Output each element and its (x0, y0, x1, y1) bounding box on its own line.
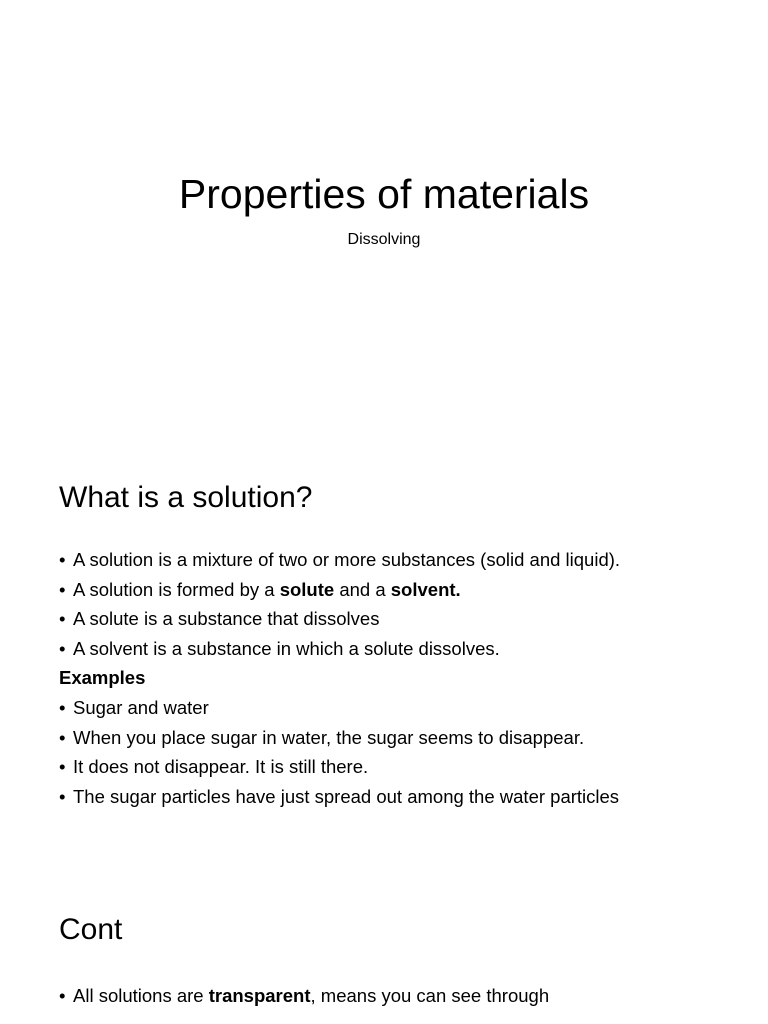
section-heading-cont: Cont (59, 913, 123, 946)
list-item-text: A solvent is a substance in which a solute dissolves. (73, 637, 500, 659)
bullet-dot: • (59, 608, 66, 630)
bullet-dot: • (59, 985, 66, 1006)
bullet-dot: • (59, 785, 66, 807)
examples-label: Examples (59, 667, 146, 689)
list-item (59, 545, 749, 575)
bullet-dot: • (59, 549, 66, 570)
slide-title: Properties of materials (178, 171, 590, 217)
list-item (59, 782, 749, 812)
list-item (59, 693, 749, 723)
bullet-dot: • (59, 578, 66, 600)
list-item-text: A solute is a substance that dissolves (73, 608, 380, 630)
list-item (59, 634, 749, 664)
list-item-text: A solution is formed by a (73, 578, 280, 600)
bullet-dot: • (59, 696, 66, 718)
list-item (59, 752, 749, 782)
slide-subtitle: Dissolving (347, 231, 421, 248)
bullet-dot: • (59, 637, 66, 659)
list-item-text: It does not disappear. It is still there. (73, 756, 369, 778)
cont-bullet-list (59, 981, 749, 1011)
solvent-term: solvent. (390, 578, 461, 600)
list-item (59, 575, 749, 605)
solution-bullet-list (59, 545, 749, 811)
list-item-text: , means you can see through (310, 985, 550, 1006)
list-item-text: When you place sugar in water, the sugar seems to disappear. (73, 726, 585, 748)
list-item (59, 604, 749, 634)
transparent-term: transparent (208, 985, 311, 1006)
bullet-dot: • (59, 756, 66, 778)
list-item-text: All solutions are (73, 985, 209, 1006)
list-item-text: and a (334, 578, 391, 600)
list-item (59, 723, 749, 753)
list-item (59, 981, 749, 1011)
list-item-text: The sugar particles have just spread out among the water particles (73, 785, 620, 807)
solute-term: solute (279, 578, 335, 600)
section-heading-solution: What is a solution? (59, 481, 313, 514)
bullet-dot: • (59, 726, 66, 748)
list-item-text: A solution is a mixture of two or more substances (solid and liquid). (73, 549, 621, 570)
list-item-text: Sugar and water (73, 696, 209, 718)
